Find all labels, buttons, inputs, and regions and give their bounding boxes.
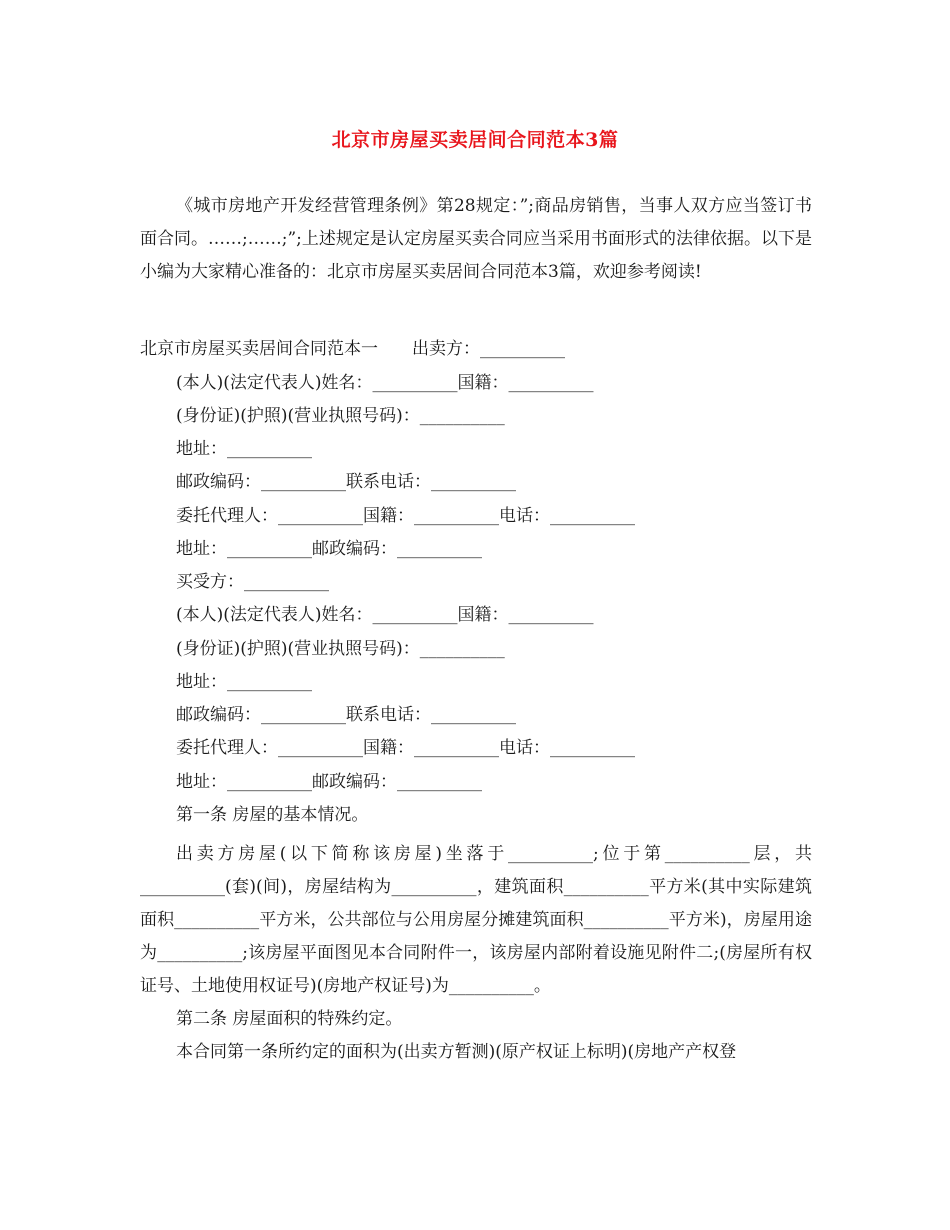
intro-paragraph [140, 190, 812, 289]
buyer-address-line: 地址：__________ [176, 672, 312, 692]
seller-id-line: (身份证)(护照)(营业执照号码)：__________ [176, 406, 505, 426]
buyer-id-line: (身份证)(护照)(营业执照号码)：__________ [176, 639, 505, 659]
contract-one-seller-line: 北京市房屋买卖居间合同范本一 出卖方：__________ [140, 339, 565, 359]
article-two-heading: 第二条 房屋面积的特殊约定。 [176, 1009, 403, 1029]
seller-name-line: (本人)(法定代表人)姓名：__________国籍：__________ [176, 373, 594, 393]
buyer-name-line: (本人)(法定代表人)姓名：__________国籍：__________ [176, 605, 594, 625]
article-one-body [140, 838, 812, 1069]
document-title: 北京市房屋买卖居间合同范本3篇 [331, 129, 619, 151]
article-one-heading: 第一条 房屋的基本情况。 [176, 805, 369, 825]
seller-address-line: 地址：__________ [176, 439, 312, 459]
seller-agent-address-line: 地址：__________邮政编码：__________ [176, 539, 482, 559]
seller-postcode-line: 邮政编码：__________联系电话：__________ [176, 472, 516, 492]
article-one-text: 出卖方房屋(以下简称该房屋)坐落于__________;位于第__________层，共__________(套)(间)，房屋结构为__________，建筑面积__________平方米(其中实际建筑面积__________平方米，公共部位与公用房屋分摊建筑面积__________平方米)，房屋用途为__________;该房屋平面图见本合同附件一，该房屋内部附着设施见附件二;(房屋所有权证号、土地使用权证号)(房地产权证号)为__________。 [140, 844, 812, 996]
buyer-postcode-line: 邮政编码：__________联系电话：__________ [176, 705, 516, 725]
buyer-line: 买受方：__________ [176, 572, 329, 592]
buyer-agent-line: 委托代理人：__________国籍：__________电话：__________ [176, 738, 635, 758]
intro-text: 《城市房地产开发经营管理条例》第28规定：”;商品房销售，当事人双方应当签订书面合同。……;……;”;上述规定是认定房屋买卖合同应当采用书面形式的法律依据。以下是小编为大家精心准备的：北京市房屋买卖居间合同范本3篇，欢迎参考阅读! [140, 196, 812, 282]
article-two-text: 本合同第一条所约定的面积为(出卖方暂测)(原产权证上标明)(房地产产权登 [176, 1042, 737, 1062]
buyer-agent-address-line: 地址：__________邮政编码：__________ [176, 772, 482, 792]
seller-agent-line: 委托代理人：__________国籍：__________电话：__________ [176, 506, 635, 526]
